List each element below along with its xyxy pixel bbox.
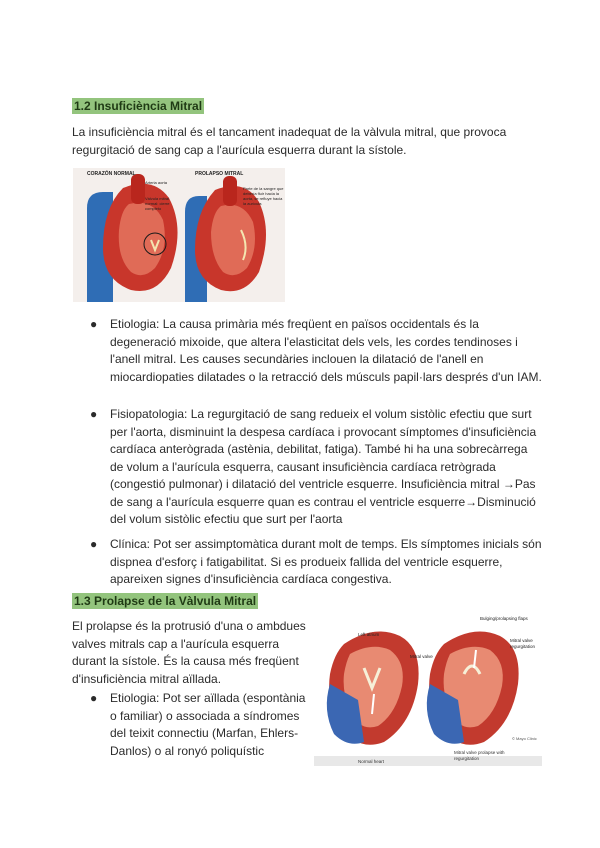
label-normal-heart: CORAZÓN NORMAL (87, 171, 136, 177)
bullet-text-etiologia: Etiologia: La causa primària més freqüent en països occidentals és la degeneració mixoide, que altera l'elasticitat dels vels, les cordes tendinoses i l'anell mitral. Les causes secundàries inclouen la dilatació de l'anell en miocardiopaties dilatades o la retracció dels músculs papil·lars després d'un IAM. (110, 317, 542, 384)
label-bulging-flaps: Bulging/prolapsing flaps (480, 616, 528, 621)
bullet-dot: ● (90, 691, 98, 705)
label-normal-valve: Válvula mitral normal: cierre completo (145, 196, 170, 211)
bullet-etiologia-prolapse (90, 690, 306, 760)
heart-comparison-figure (73, 168, 285, 302)
heart-comparison-illustration (73, 168, 285, 302)
caption-prolapse-heart: Mitral valve prolapse with regurgitation (454, 750, 505, 761)
bullet-etiologia (90, 316, 542, 386)
label-aorta: Arteria aorta (145, 180, 168, 185)
label-prolapse-heart: PROLAPSO MITRAL (195, 171, 244, 177)
intro-paragraph-insuficiencia: La insuficiència mitral és el tancament inadequat de la vàlvula mitral, que provoca regurgitació de sang cap a l'aurícula esquerra durant la sístole. (72, 125, 507, 157)
section-heading-insuficiencia-mitral: 1.2 Insuficiència Mitral (74, 99, 203, 113)
bullet-dot: ● (90, 317, 98, 331)
section-heading-prolapse: 1.3 Prolapse de la Vàlvula Mitral (74, 594, 257, 608)
bullet-text-etiologia-prolapse: Etiologia: Pot ser aïllada (espontània o familiar) o associada a síndromes del teixit connectiu (Marfan, Ehlers-Danlos) o al ronyó poliquístic (110, 691, 306, 758)
mitral-prolapse-figure (314, 614, 542, 766)
figure-credit: © Mayo Clinic (512, 736, 537, 741)
bullet-clinica (90, 536, 542, 589)
bullet-fisiopatologia (90, 406, 542, 529)
label-regurgitation: Mitral valve regurgitation (510, 638, 536, 649)
bullet-text-clinica: Clínica: Pot ser assimptomàtica durant molt de temps. Els símptomes inicials són dispnea d'esforç i fatigabilitat. Si es produeix fallida del ventricle esquerre, apareixen signes d'insuficiència cardíaca congestiva. (110, 537, 542, 586)
bullet-dot: ● (90, 407, 98, 421)
intro-paragraph-prolapse: El prolapse és la protrusió d'una o ambdues valves mitrals cap a l'aurícula esquerra durant la sístole. És la causa més freqüent d'insuficiència mitral aïllada. (72, 619, 306, 686)
mitral-prolapse-illustration (314, 614, 542, 766)
caption-normal-heart: Normal heart (358, 759, 385, 764)
label-left-atrium: Left atrium (358, 632, 380, 637)
label-reflux: Parte de la sangre que debería fluir hacia la aorta, se refluye hacia la aurícula (243, 186, 284, 206)
bullet-dot: ● (90, 537, 98, 551)
label-mitral-valve: Mitral valve (410, 654, 433, 659)
bullet-text-fisiopatologia: Fisiopatologia: La regurgitació de sang redueix el volum sistòlic efectiu que surt per l'aorta, disminuint la despesa cardíaca i provocant símptomes d'insuficiència cardíaca anterògrada (astènia, debilitat, fatiga). També hi ha una sobrecàrrega de volum a l'aurícula esquerra, causant insuficiència cardíaca retrògrada (congestió pulmonar) i dilatació del ventricle esquerre. Insuficiència mitral →Pas de sang a l'aurícula esquerre quan es contrau el ventricle esquerre→Disminució del volum sistòlic efectiu que surt per l'aorta (110, 407, 537, 526)
